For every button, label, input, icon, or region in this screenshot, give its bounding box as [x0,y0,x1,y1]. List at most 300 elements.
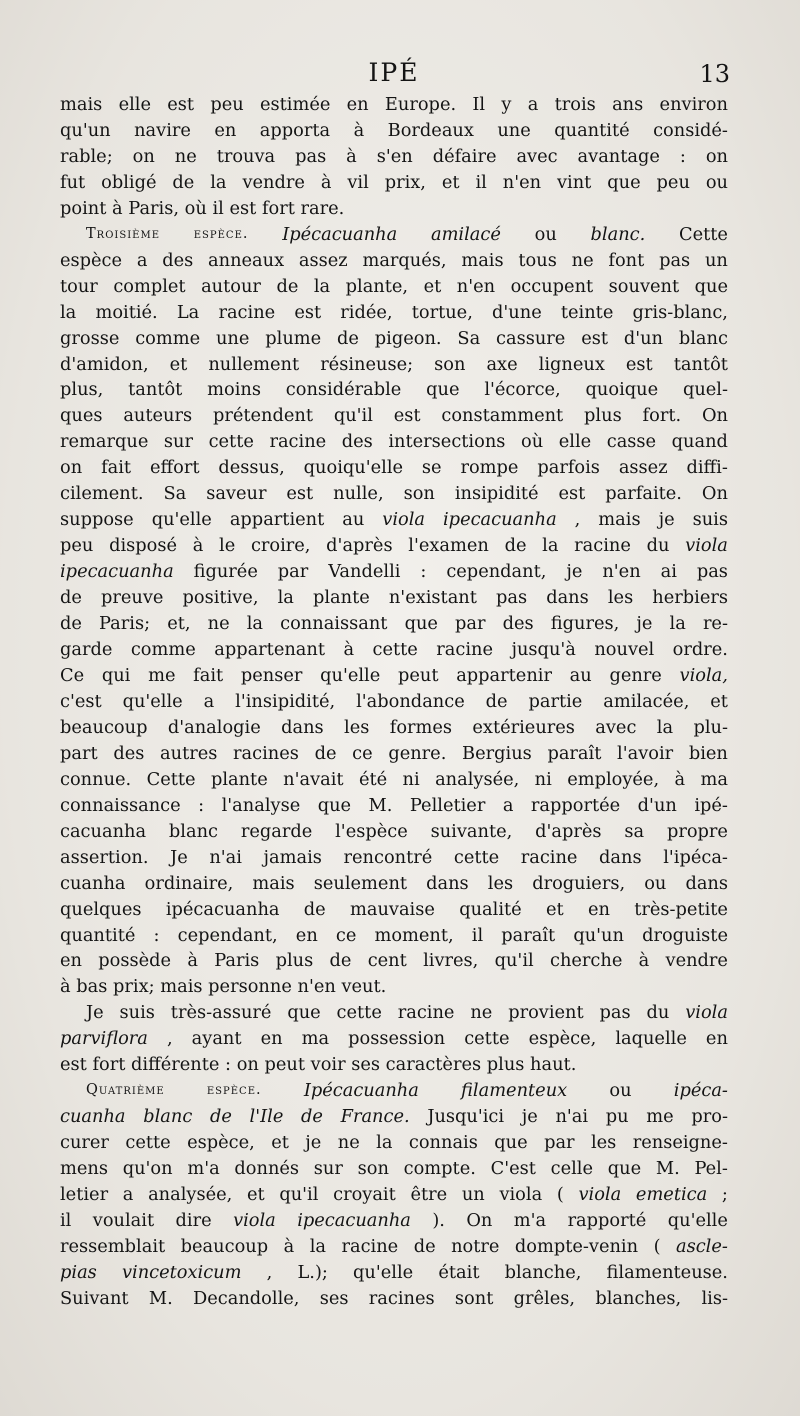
word: rencontré [343,846,433,868]
word: à [638,950,650,972]
word: de [60,613,82,635]
word: avec [516,145,558,167]
word: jamais [263,846,322,868]
word: rompe [460,457,519,479]
word: penser [240,664,303,686]
word: autres [160,742,218,764]
word: moment, [374,924,454,946]
text-line [60,481,728,507]
word: dessus, [218,457,285,479]
word: Ipécacuanha [303,1080,419,1102]
word: M. [148,1287,173,1309]
text-line [60,196,728,222]
text-line [60,611,728,637]
word: l'examen [408,535,489,557]
word: elle [558,431,592,453]
word: d'analogie [167,716,261,738]
word: n'en [456,275,496,297]
word: genre. [388,742,447,764]
word: mais [598,509,641,531]
word: teinte [560,301,614,323]
word: pias [60,1261,97,1283]
word: cent [367,950,407,972]
word: L.); [297,1261,328,1283]
word: de [314,742,337,764]
word: On [701,405,728,427]
text-line [60,300,728,326]
word: blanc. [590,223,646,245]
text-line [60,559,728,585]
word: en [705,1028,728,1050]
word: On [466,1209,493,1231]
word: viola [382,509,426,531]
word: et, [167,613,191,635]
word: qu'il [494,950,534,972]
text-line [60,1234,728,1260]
word: ce [352,742,373,764]
word: au [569,664,592,686]
word: : [420,561,427,583]
word: Ipécacuanha [282,223,398,245]
word: des [162,249,194,271]
word: ( [556,1184,564,1206]
word: ( [653,1235,661,1257]
word: remarque [60,431,149,453]
word: partie [528,690,583,712]
word: cuanha [60,872,126,894]
word: la [376,1132,393,1154]
word: connais [408,1132,478,1154]
word: en [346,94,369,115]
word: et [423,275,442,297]
word: M. [655,1158,680,1180]
text-line [60,845,728,871]
text-line [60,1260,728,1286]
text-line [60,741,728,767]
word: être [410,1184,448,1206]
word: mais [461,249,504,271]
word: ques [60,405,103,427]
text-line [60,871,728,897]
word: compte. [403,1158,476,1180]
word: renseigne- [632,1132,728,1154]
text-line [60,974,728,1000]
word: je [658,509,675,531]
word: l'espèce [335,820,408,842]
word: on [705,145,728,167]
word: d'une [492,301,542,323]
word: , [166,1028,173,1050]
word: racine [341,1235,399,1257]
word: connue. [60,768,132,790]
word: Paris; [99,613,151,635]
word: d'après [326,535,393,557]
word: pas [295,145,327,167]
word: pas [659,249,691,271]
word: ce [335,924,357,946]
word: analysée, [435,768,520,790]
word: Europe. [384,94,457,115]
text-line [60,352,728,378]
word: la [210,171,227,193]
word: casse [606,431,657,453]
word: ou [644,872,667,894]
word: mens [60,1158,108,1180]
word: je [566,561,583,583]
word: dans [546,587,589,609]
word: Je [170,846,188,868]
word: très-assuré [170,1002,272,1024]
word: vincetoxicum [121,1261,242,1283]
word: n'en [502,171,542,193]
text-line [60,1052,728,1078]
word: garde [60,639,113,661]
word: l'abondance [356,690,465,712]
word: blanc [168,820,219,842]
word: Sa [163,483,187,505]
word: formes [389,716,453,738]
word: elle [118,94,151,115]
word: amilacé [430,223,501,245]
word: connaissant [280,613,388,635]
word: son [403,483,435,505]
word: qu'elle [353,1261,414,1283]
word: ipéca- [673,1080,728,1102]
word: croyait [333,1184,396,1206]
word: pas [696,561,728,583]
running-title: IPÉ [368,58,420,87]
word: plus [275,950,314,972]
word: en [60,950,82,972]
word: de [276,275,299,297]
word: constamment [441,405,564,427]
word: : [198,794,205,816]
word: fut [60,171,86,193]
word: que [317,794,352,816]
word: des [113,742,145,764]
word: que [607,1158,642,1180]
word: au [342,509,365,531]
text-line [60,1104,728,1130]
word: peut [397,664,439,686]
word: qu'un [60,119,111,141]
word: complet [113,275,186,297]
word: autour [201,275,261,297]
word: dans [685,872,728,894]
word: la [669,613,686,635]
word: espèce. [206,1082,262,1099]
word: plume [265,327,322,349]
word: pas [599,1002,631,1024]
word: ma [301,1028,330,1050]
word: Cette [146,768,196,790]
word: qu'un [573,924,624,946]
word: été [358,768,388,790]
word: appartenant [214,639,326,661]
word: les [607,587,634,609]
word: blanc [678,327,728,349]
word: estimée [259,94,331,115]
word: On [701,483,728,505]
word: a [527,94,539,115]
text-line [60,767,728,793]
word: par [544,1132,575,1154]
word: très-petite [634,898,728,920]
word: paraît [547,742,602,764]
word: curer [60,1132,109,1154]
text-line [60,222,728,248]
text-line [60,819,728,845]
word: ipecacuanha [60,561,174,583]
word: Bergius [462,742,532,764]
text-line [60,92,728,118]
word: rapportée [530,794,621,816]
word: que [426,379,460,401]
word: amilacée, [603,690,690,712]
word: l'écorce, [484,379,561,401]
word: en [214,119,237,141]
word: re- [702,613,728,635]
word: quantité [60,924,136,946]
word: s'en [376,145,413,167]
word: défaire [432,145,497,167]
word: nulle, [333,483,384,505]
word: vendre [242,171,305,193]
word: souvent [608,275,680,297]
text-line [60,1000,728,1026]
word: fait [101,457,132,479]
word: ordinaire, [144,872,234,894]
word: quel- [682,379,728,401]
word: viola [233,1209,276,1231]
word: ne [337,1132,360,1154]
text-line [60,1026,728,1052]
word: cette [336,1002,382,1024]
word: Jusqu'ici [427,1106,505,1128]
word: ni [534,768,552,790]
word: plus, [60,379,104,401]
text-run: est fort différente : on peut voir ses caractères plus haut. [60,1054,577,1076]
word: est [393,405,421,427]
word: fait [193,664,224,686]
word: ligneux [538,353,605,375]
word: trouva [216,145,276,167]
word: de [301,1106,323,1128]
word: n'ai [209,846,242,868]
word: ne [571,249,594,271]
word: la [309,1235,326,1257]
word: par [277,561,309,583]
word: la [542,535,559,557]
word: croire, [250,535,311,557]
paragraph [60,92,728,222]
word: quantité [554,119,630,141]
word: appartenir [456,664,552,686]
word: l'avoir [617,742,674,764]
word: France. [340,1106,410,1128]
word: parfaite. [605,483,682,505]
text-line [60,923,728,949]
word: blanches, [595,1287,682,1309]
word: sur [163,431,193,453]
word: lis- [701,1287,728,1309]
word: peu [656,171,690,193]
word: est [167,94,195,115]
word: pigeon. [374,327,442,349]
word: il [471,924,484,946]
word: espèce. [193,225,249,242]
word: navire [134,119,191,141]
word: que [694,275,728,297]
text-line [60,377,728,403]
word: effort [149,457,200,479]
text-line [60,455,728,481]
word: cette [372,639,418,661]
word: tour [60,275,98,297]
text-line [60,326,728,352]
word: n'avait [283,768,344,790]
text-line [60,1130,728,1156]
text-line [60,1208,728,1234]
word: n'ai [555,1106,589,1128]
word: emetica [635,1184,708,1206]
word: de [485,690,508,712]
word: ). [432,1209,445,1231]
text-run: point à Paris, où il est fort rare. [60,197,345,219]
text-line [60,948,728,974]
text-line [60,429,728,455]
word: obligé [101,171,157,193]
word: droguiers, [532,872,626,894]
word: disposé [109,535,177,557]
word: ses [319,1287,349,1309]
word: possession [348,1028,446,1050]
word: mais [252,872,295,894]
word: cassure [496,327,566,349]
word: ipé- [694,794,728,816]
word: Bordeaux [387,119,474,141]
word: extérieures [472,716,575,738]
word: espèce, [528,1028,597,1050]
word: intersections [388,431,506,453]
word: plante [210,768,268,790]
word: apporta [259,119,331,141]
text-run: à bas prix; mais personne n'en veut. [60,976,387,998]
word: était [438,1261,480,1283]
word: sont [454,1287,494,1309]
word: vint [557,171,592,193]
word: à [283,1235,295,1257]
word: Pelletier [409,794,486,816]
word: saveur [206,483,267,505]
word: cuanha [60,1106,126,1128]
word: racine [436,639,494,661]
word: beaucoup [60,716,148,738]
word: a [502,794,514,816]
word: marqués, [362,249,447,271]
word: à [187,950,198,972]
word: est [294,301,322,323]
word: je [305,1132,322,1154]
word: Suivant [60,1287,129,1309]
word: : [153,924,160,946]
word: est [558,483,586,505]
word: Quatrième [86,1082,165,1099]
word: viola [578,1184,622,1206]
word: quelques [60,898,142,920]
word: diffi- [686,457,728,479]
word: l'ipéca- [663,846,728,868]
word: espèce [60,249,123,271]
word: racines [233,742,299,764]
word: de [337,327,359,349]
word: plu- [693,716,728,738]
word: tantôt [128,379,183,401]
word: tortue, [411,301,473,323]
word: moitié. [95,301,158,323]
word: qu'il [333,405,373,427]
word: de [172,171,195,193]
word: C'est [490,1158,536,1180]
word: avec [595,716,637,738]
word: parviflora [60,1028,148,1050]
word: est [581,327,608,349]
word: analysée, [148,1184,233,1206]
word: ou [609,1080,632,1102]
text-line [60,637,728,663]
word: vil [347,171,369,193]
word: que [494,1132,528,1154]
word: la [313,275,331,297]
word: il [60,1209,72,1231]
word: ridée, [340,301,393,323]
word: d'un [637,794,677,816]
word: ou [534,223,557,245]
word: cherche [549,950,623,972]
word: avantage [577,145,660,167]
word: prétendent [212,405,313,427]
word: viola [499,1184,543,1206]
word: nullement [208,353,300,375]
word: l'Ile [249,1106,284,1128]
text-line [60,118,728,144]
word: M. [368,794,393,816]
word: laquelle [615,1028,687,1050]
text-line [60,507,728,533]
word: Vandelli [328,561,401,583]
word: cependant, [446,561,547,583]
word: ma [700,768,728,790]
word: et [545,898,564,920]
word: cette [125,1132,171,1154]
word: insipidité [454,483,539,505]
text-line [60,793,728,819]
paragraph [60,1078,728,1312]
word: considé- [653,119,728,141]
word: a [203,690,215,712]
word: à [192,535,204,557]
word: rable; [60,145,113,167]
word: Troisième [86,225,160,242]
word: en [587,898,610,920]
word: espèce, [187,1132,255,1154]
word: ; [721,1184,728,1206]
word: propre [666,820,728,842]
word: ipécacuanha [165,898,280,920]
word: assez [298,249,348,271]
word: par [455,613,486,635]
word: m'a [187,1158,220,1180]
